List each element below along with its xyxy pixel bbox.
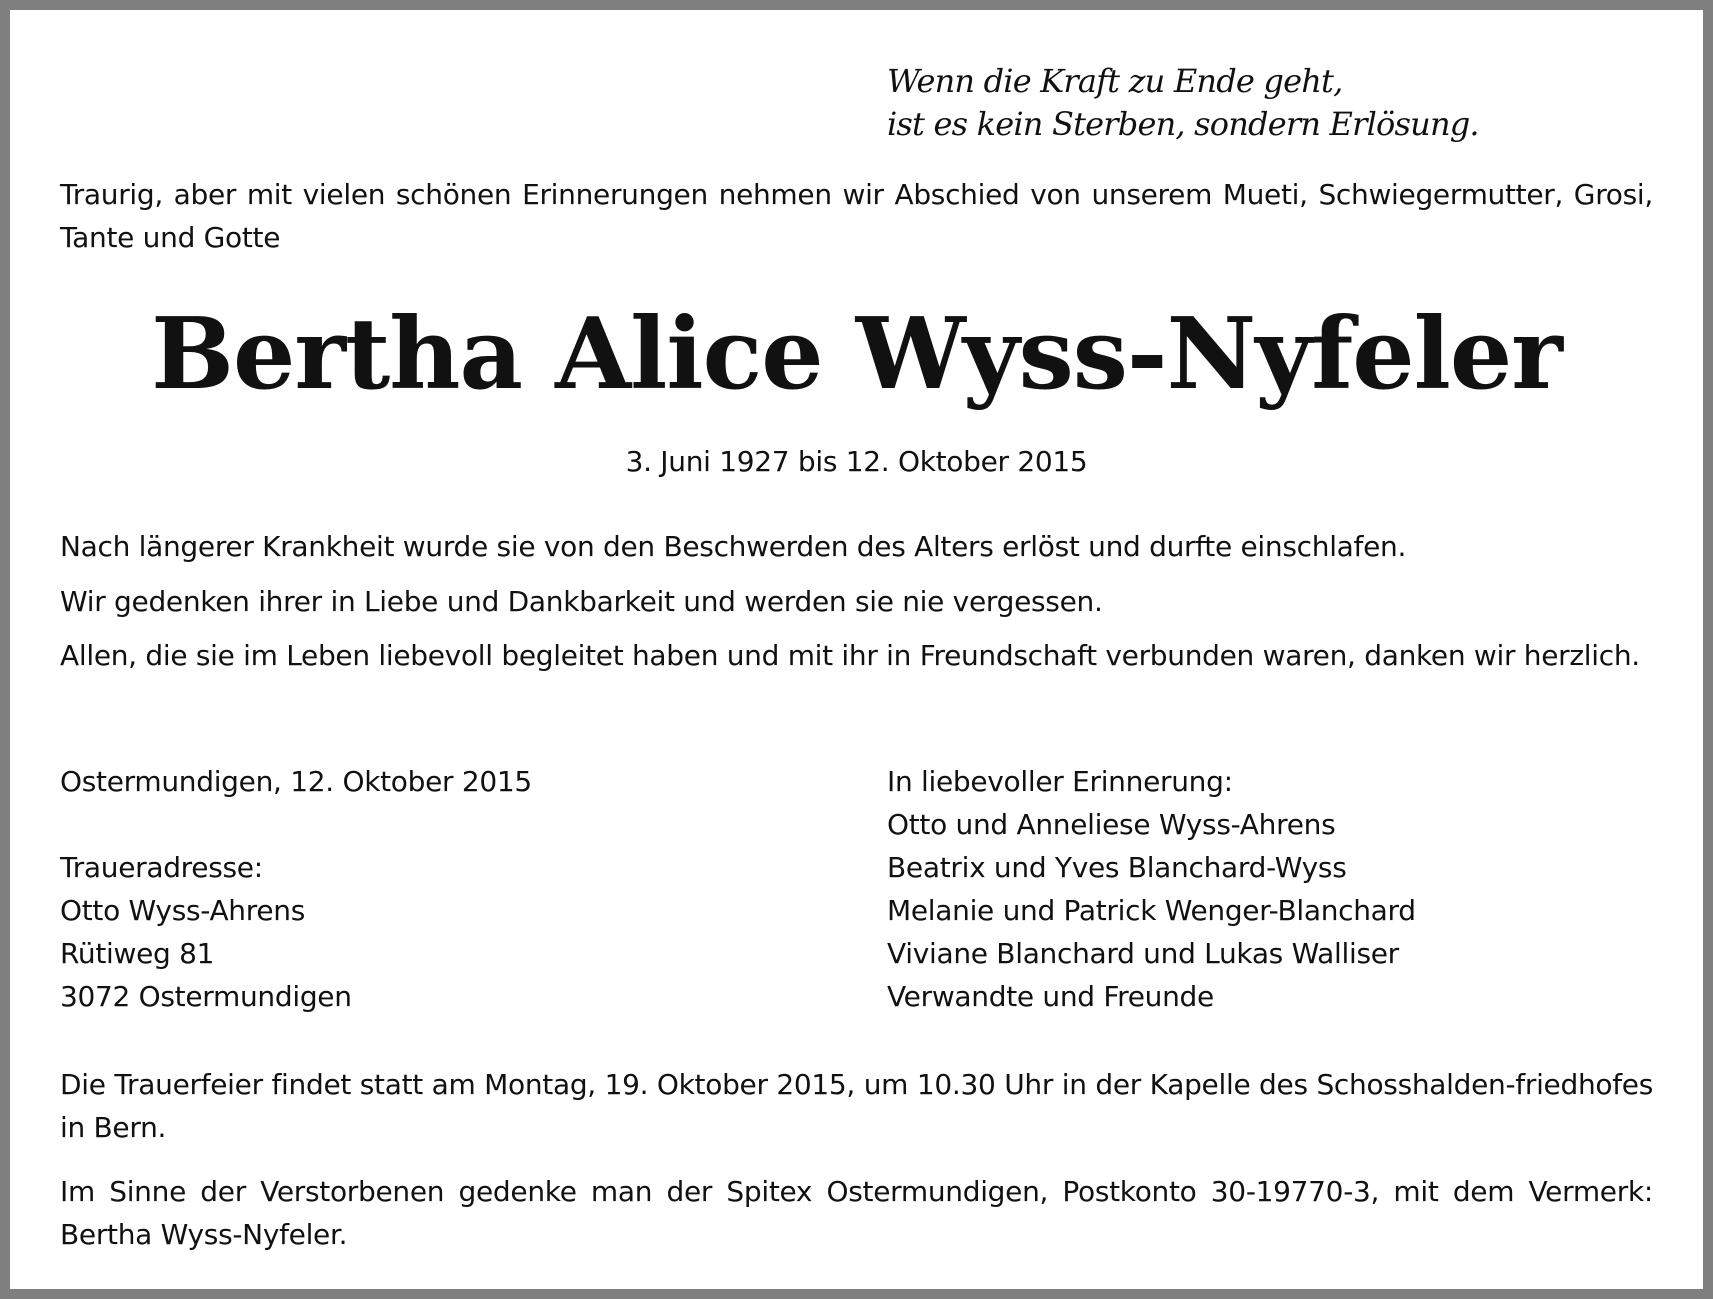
mourners-label: In liebevoller Erinnerung:	[887, 765, 1233, 798]
address-street: Rütiweg 81	[60, 937, 215, 970]
deceased-name: Bertha Alice Wyss-Nyfeler	[151, 297, 1562, 412]
service-announcement: Die Trauerfeier findet statt am Montag, 19. Oktober 2015, um 10.30 Uhr in der Kapelle des Schosshalden-friedhofes in Bern.	[60, 1068, 1653, 1144]
mourning-address	[60, 846, 352, 1018]
obituary-page	[10, 10, 1703, 1289]
paragraph-remembrance: Wir gedenken ihrer in Liebe und Dankbarkeit und werden sie nie vergessen.	[60, 585, 1103, 618]
address-city: 3072 Ostermundigen	[60, 980, 352, 1013]
paragraph-illness: Nach längerer Krankheit wurde sie von den Beschwerden des Alters erlöst und durfte einschlafen.	[60, 530, 1407, 563]
mourner-name: Otto und Anneliese Wyss-Ahrens	[887, 808, 1336, 841]
address-name: Otto Wyss-Ahrens	[60, 894, 306, 927]
motto-line-2: ist es kein Sterben, sondern Erlösung.	[887, 105, 1479, 143]
mourner-name: Verwandte und Freunde	[887, 980, 1214, 1013]
mourner-name: Beatrix und Yves Blanchard-Wyss	[887, 851, 1347, 884]
motto-quote	[887, 60, 1479, 146]
motto-line-1: Wenn die Kraft zu Ende geht,	[887, 62, 1343, 100]
paragraph-thanks: Allen, die sie im Leben liebevoll begleitet haben und mit ihr in Freundschaft verbunden waren, danken wir herzlich.	[60, 639, 1640, 672]
mourner-name: Viviane Blanchard und Lukas Walliser	[887, 937, 1399, 970]
donation-notice: Im Sinne der Verstorbenen gedenke man der Spitex Ostermundigen, Postkonto 30-19770-3, mit dem Vermerk: Bertha Wyss-Nyfeler.	[60, 1175, 1653, 1251]
place-date: Ostermundigen, 12. Oktober 2015	[60, 765, 532, 798]
mourner-name: Melanie und Patrick Wenger-Blanchard	[887, 894, 1416, 927]
address-label: Traueradresse:	[60, 851, 263, 884]
intro-text: Traurig, aber mit vielen schönen Erinnerungen nehmen wir Abschied von unserem Mueti, Schwiegermutter, Grosi, Tante und Gotte	[60, 178, 1653, 254]
life-dates: 3. Juni 1927 bis 12. Oktober 2015	[625, 445, 1088, 478]
mourners-list	[887, 760, 1416, 1018]
